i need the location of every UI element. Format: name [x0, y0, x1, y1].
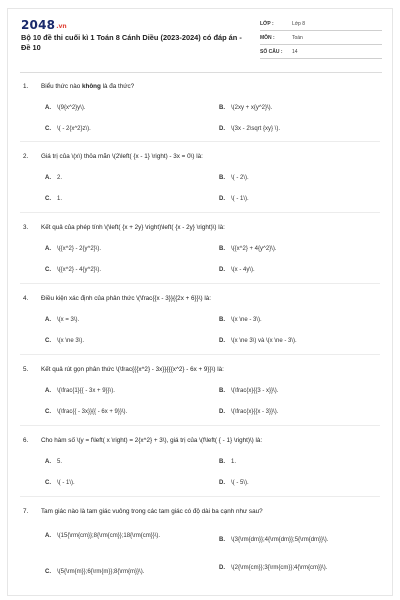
option-text: 1. [57, 196, 63, 202]
option-c[interactable] [45, 568, 144, 576]
option-c[interactable] [45, 125, 91, 133]
option-c[interactable] [45, 479, 75, 487]
question-text-part: Biểu thức nào [41, 83, 82, 90]
option-text: \(\frac{{ - 3x}}{{ - 6x + 9}}\). [57, 409, 128, 415]
option-a[interactable] [45, 174, 62, 182]
answer-options [23, 445, 383, 485]
option-b[interactable] [219, 104, 272, 112]
option-letter: B. [219, 537, 225, 543]
option-letter: B. [219, 246, 225, 252]
question-text: Kết quả rút gọn phân thức \(\frac{{{x^2} - 3x}}{{{x^2} - 6x + 9}}\) là: [41, 366, 224, 373]
logo-main-text: 2048 [21, 18, 56, 32]
question-1 [23, 82, 383, 131]
option-letter: C. [45, 569, 51, 575]
option-c[interactable] [45, 266, 101, 274]
question-stem [23, 507, 383, 516]
meta-key: SỐ CÂU : [260, 48, 283, 55]
site-logo[interactable] [21, 18, 67, 32]
meta-value: 14 [292, 48, 298, 55]
option-letter: D. [219, 480, 225, 486]
question-number: 6. [23, 437, 29, 444]
option-text: \( - 2{x^2}z\). [57, 126, 91, 132]
question-stem [23, 294, 383, 303]
question-text: Kết quả của phép tính \(\left( {x + 2y} \right)\left( {x - 2y} \right)\) là: [41, 224, 225, 231]
question-divider [20, 496, 380, 497]
question-stem [23, 152, 383, 161]
question-3 [23, 223, 383, 272]
option-d[interactable] [219, 564, 327, 572]
question-divider [20, 141, 380, 142]
option-letter: D. [219, 565, 225, 571]
question-4 [23, 294, 383, 343]
option-text: \( - 5\). [231, 480, 249, 486]
option-b[interactable] [219, 316, 262, 324]
option-text: \(9{x^2}y\). [57, 105, 86, 111]
option-a[interactable] [45, 104, 86, 112]
meta-key: LỚP : [260, 20, 274, 27]
question-stem [23, 223, 383, 232]
meta-info-box [260, 17, 382, 59]
document-title: Bộ 10 đề thi cuối kì 1 Toán 8 Cánh Diều (2023-2024) có đáp án - Đề 10 [21, 33, 242, 52]
option-text: \(x = 3\). [57, 317, 80, 323]
question-number: 1. [23, 83, 29, 90]
option-letter: B. [219, 459, 225, 465]
question-stem [23, 436, 383, 445]
question-text: Điều kiện xác định của phân thức \(\frac{{x - 3}}{{2x + 6}}\) là: [41, 295, 211, 302]
option-letter: C. [45, 126, 51, 132]
option-text: \(3{\rm{dm}};4{\rm{dm}};5{\rm{dm}}\). [231, 537, 329, 543]
question-divider [20, 425, 380, 426]
option-text: \(\frac{x}{{x - 3}}\). [231, 409, 279, 415]
question-number: 4. [23, 295, 29, 302]
question-divider [20, 283, 380, 284]
option-c[interactable] [45, 408, 127, 416]
option-letter: A. [45, 388, 51, 394]
option-letter: D. [219, 338, 225, 344]
option-letter: A. [45, 246, 51, 252]
option-d[interactable] [219, 195, 249, 203]
option-b[interactable] [219, 245, 277, 253]
option-text: \(x - 4y\). [231, 267, 255, 273]
option-letter: D. [219, 267, 225, 273]
option-letter: D. [219, 196, 225, 202]
question-7 [23, 507, 383, 586]
option-a[interactable] [45, 532, 160, 540]
option-a[interactable] [45, 316, 79, 324]
option-letter: A. [45, 317, 51, 323]
option-letter: B. [219, 175, 225, 181]
option-text: 1. [231, 459, 237, 465]
logo-sub-text: .vn [56, 23, 67, 30]
option-letter: D. [219, 409, 225, 415]
option-letter: A. [45, 175, 51, 181]
option-b[interactable] [219, 174, 249, 182]
option-text: \(3x - 2\sqrt {xy} \). [231, 126, 281, 132]
option-letter: A. [45, 533, 51, 539]
option-letter: B. [219, 388, 225, 394]
option-text: \( - 1\). [57, 480, 75, 486]
header-divider [20, 72, 382, 73]
option-d[interactable] [219, 125, 280, 133]
option-text: \(x \ne 3\). [57, 338, 85, 344]
question-text: Giá trị của \(x\) thỏa mãn \(2\left( {x - 1} \right) - 3x = 0\) là: [41, 153, 203, 160]
option-text: \(x \ne - 3\). [231, 317, 262, 323]
question-number: 5. [23, 366, 29, 373]
answer-options [23, 516, 383, 586]
question-number: 2. [23, 153, 29, 160]
option-text: \(\frac{1}{{ - 3x + 9}}\). [57, 388, 115, 394]
question-text-part: là đa thức? [100, 83, 135, 90]
question-stem [23, 82, 383, 91]
option-text: \({x^2} - 4{y^2}\). [57, 267, 101, 273]
question-divider [20, 212, 380, 213]
option-text: \( - 1\). [231, 196, 249, 202]
option-d[interactable] [219, 266, 255, 274]
option-letter: C. [45, 480, 51, 486]
option-b[interactable] [219, 387, 278, 395]
question-6 [23, 436, 383, 485]
answer-options [23, 232, 383, 272]
option-text: \(2{\rm{cm}};3{\rm{cm}};4{\rm{cm}}\). [231, 565, 328, 571]
meta-value: Toán [292, 34, 303, 41]
option-letter: A. [45, 459, 51, 465]
option-text: \(\frac{x}{{3 - x}}\). [231, 388, 279, 394]
question-number: 7. [23, 508, 29, 515]
question-2 [23, 152, 383, 201]
option-c[interactable] [45, 195, 62, 203]
option-letter: C. [45, 338, 51, 344]
question-text: Tam giác nào là tam giác vuông trong các tam giác có độ dài ba cạnh như sau? [41, 508, 263, 515]
option-text: \( - 2\). [231, 175, 249, 181]
meta-key: MÔN : [260, 34, 275, 41]
option-letter: D. [219, 126, 225, 132]
option-letter: C. [45, 196, 51, 202]
option-a[interactable] [45, 387, 115, 395]
option-letter: C. [45, 267, 51, 273]
meta-value: Lớp 8 [292, 20, 306, 27]
meta-row-class [260, 17, 382, 31]
question-divider [20, 354, 380, 355]
question-stem [23, 365, 383, 374]
option-text: 2. [57, 175, 63, 181]
answer-options [23, 303, 383, 343]
option-text: \({x^2} + 4{y^2}\). [231, 246, 277, 252]
option-letter: B. [219, 105, 225, 111]
option-text: \({x^2} - 2{y^2}\). [57, 246, 101, 252]
option-d[interactable] [219, 479, 249, 487]
option-text: \(x \ne 3\) và \(x \ne - 3\). [231, 338, 297, 344]
option-letter: A. [45, 105, 51, 111]
option-a[interactable] [45, 458, 62, 466]
document-page [7, 8, 393, 596]
question-text [41, 82, 383, 91]
option-c[interactable] [45, 337, 84, 345]
question-text: Cho hàm số \(y = f\left( x \right) = 2{x^2} + 3\), giá trị của \(f\left( { - 1} \right)\) là: [41, 437, 263, 444]
question-number: 3. [23, 224, 29, 231]
option-d[interactable] [219, 337, 297, 345]
option-letter: C. [45, 409, 51, 415]
option-d[interactable] [219, 408, 278, 416]
option-text: 5. [57, 459, 63, 465]
option-b[interactable] [219, 458, 236, 466]
meta-row-question-count [260, 45, 382, 59]
answer-options [23, 91, 383, 131]
option-letter: B. [219, 317, 225, 323]
option-a[interactable] [45, 245, 101, 253]
question-5 [23, 365, 383, 414]
option-b[interactable] [219, 536, 328, 544]
question-text-emphasis: không [81, 83, 101, 90]
option-text: \(5{\rm{m}};6{\rm{m}};8{\rm{m}}\). [57, 569, 145, 575]
document-header [8, 9, 392, 71]
meta-row-subject [260, 31, 382, 45]
answer-options [23, 161, 383, 201]
option-text: \(2xy + x{y^2}\). [231, 105, 273, 111]
answer-options [23, 374, 383, 414]
option-text: \(15{\rm{cm}};8{\rm{cm}};18{\rm{cm}}\). [57, 533, 161, 539]
